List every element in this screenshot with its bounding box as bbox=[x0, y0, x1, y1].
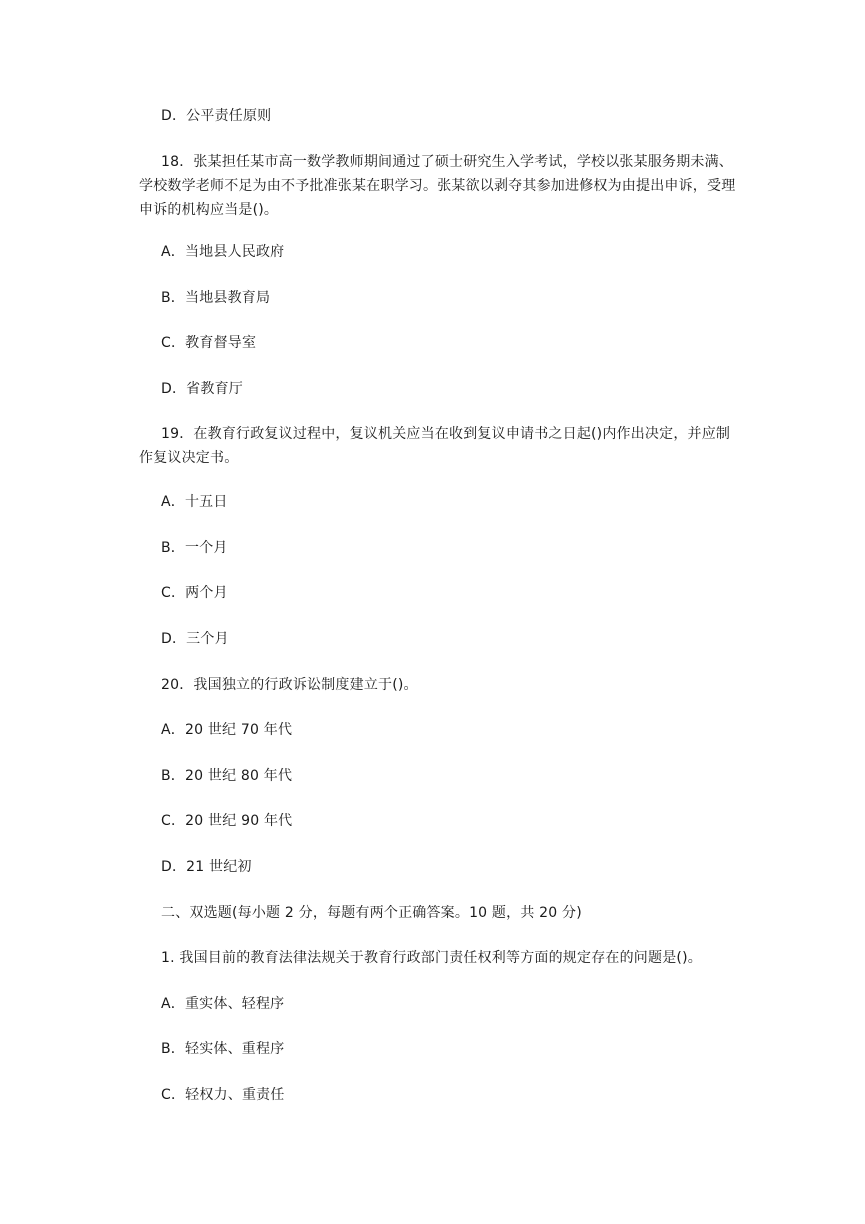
option-20-c: C．20 世纪 90 年代 bbox=[161, 813, 293, 829]
option-18-a: A．当地县人民政府 bbox=[161, 244, 285, 260]
question-18: 18．张某担任某市高一数学教师期间通过了硕士研究生入学考试，学校以张某服务期未满、学校数学老师不足为由不予批准张某在职学习。张某欲以剥夺其参加进修权为由提出申诉，受理申诉的机构应当是()。 bbox=[139, 154, 736, 218]
option-20-b: B．20 世纪 80 年代 bbox=[161, 768, 293, 784]
question-multi-1: 1. 我国目前的教育法律法规关于教育行政部门责任权利等方面的规定存在的问题是()。 bbox=[161, 950, 702, 966]
option-multi-1-c: C．轻权力、重责任 bbox=[161, 1087, 285, 1103]
question-20: 20．我国独立的行政诉讼制度建立于()。 bbox=[161, 677, 418, 693]
option-19-a: A．十五日 bbox=[161, 494, 228, 510]
option-17-d: D．公平责任原则 bbox=[161, 108, 272, 124]
option-20-a: A．20 世纪 70 年代 bbox=[161, 722, 293, 738]
option-20-d: D．21 世纪初 bbox=[161, 859, 252, 875]
option-19-b: B．一个月 bbox=[161, 540, 228, 556]
option-18-b: B．当地县教育局 bbox=[161, 290, 271, 306]
option-19-c: C．两个月 bbox=[161, 585, 228, 601]
question-19: 19．在教育行政复议过程中，复议机关应当在收到复议申请书之日起()内作出决定，并应制作复议决定书。 bbox=[139, 426, 731, 466]
section-heading-double-choice: 二、双选题(每小题 2 分，每题有两个正确答案。10 题，共 20 分) bbox=[161, 905, 582, 921]
option-multi-1-a: A．重实体、轻程序 bbox=[161, 996, 285, 1012]
option-multi-1-b: B．轻实体、重程序 bbox=[161, 1041, 285, 1057]
option-19-d: D．三个月 bbox=[161, 631, 229, 647]
option-18-d: D．省教育厅 bbox=[161, 381, 243, 397]
option-18-c: C．教育督导室 bbox=[161, 335, 257, 351]
